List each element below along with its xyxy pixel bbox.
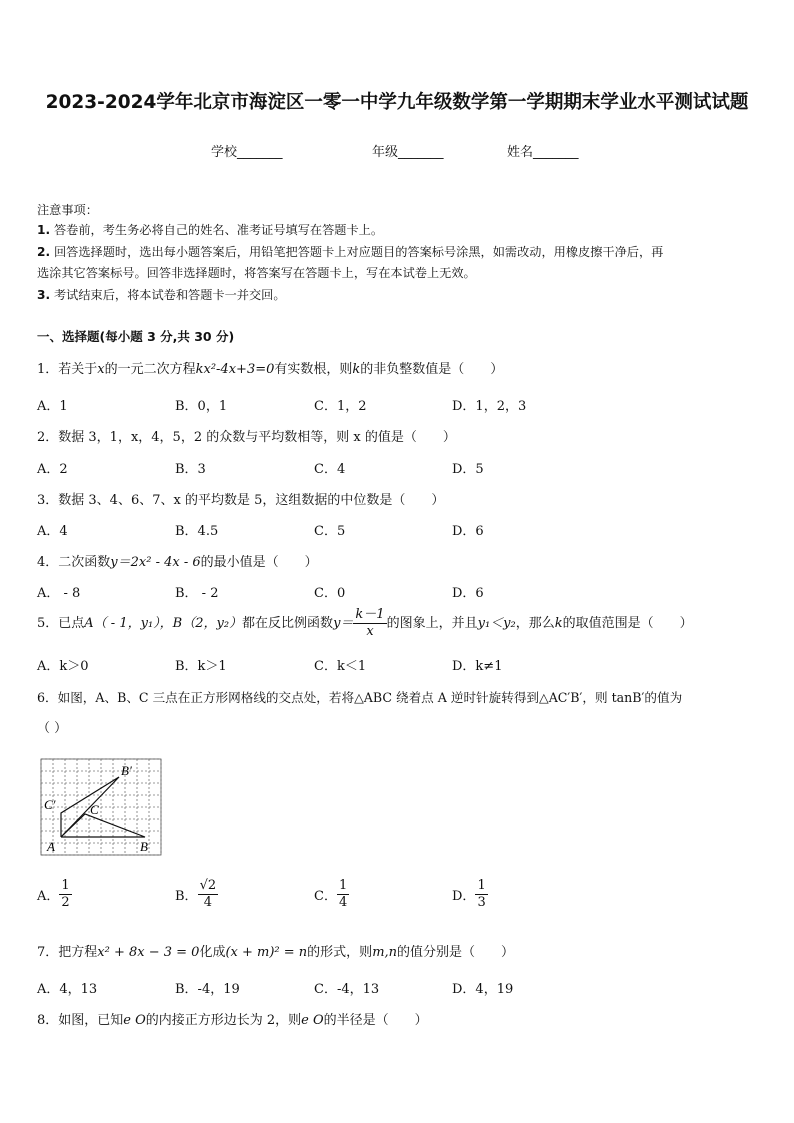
q7-option-d: D．4，19 <box>452 982 514 997</box>
q5-option-c: C．k＜1 <box>314 659 367 674</box>
question-1: 1．若关于x的一元二次方程kx²-4x+3=0有实数根，则k的非负整数值是（ ） <box>37 362 504 377</box>
q6-option-d: D． $\frac{1}{3}$ <box>452 878 486 910</box>
label-c-prime: C′ <box>44 797 56 812</box>
question-2: 2．数据 3，1，x，4，5，2 的众数与平均数相等，则 x 的值是（ ） <box>37 430 456 445</box>
q3-option-b: B．4.5 <box>175 524 219 539</box>
label-b: B <box>140 839 148 854</box>
q6-option-c: C． $\frac{1}{4}$ <box>314 878 348 910</box>
name-field[interactable]: 姓名_______ <box>507 145 579 160</box>
question-7: 7．把方程x² + 8x − 3 = 0化成(x + m)² = n的形式，则m,n的值分别是（ ） <box>37 945 515 960</box>
q7-option-c: C．-4，13 <box>314 982 380 997</box>
question-8: 8．如图，已知e O的内接正方形边长为 2，则e O的半径是（ ） <box>37 1013 428 1028</box>
q5-option-a: A．k＞0 <box>37 659 89 674</box>
q4-option-d: D．6 <box>452 586 484 601</box>
notice-item-2: 2. 回答选择题时，选出每小题答案后，用铅笔把答题卡上对应题目的答案标号涂黑，如需改动，用橡皮擦干净后，再 <box>37 245 664 259</box>
q4-option-b: B． - 2 <box>175 586 219 601</box>
q7-option-b: B．-4，19 <box>175 982 240 997</box>
q5-option-b: B．k＞1 <box>175 659 227 674</box>
q6-grid-figure <box>38 756 164 860</box>
q5-option-d: D．k≠1 <box>452 659 503 674</box>
label-a: A <box>47 839 55 854</box>
question-6: 6．如图，A、B、C 三点在正方形网格线的交点处，若将△ABC 绕着点 A 逆时针旋转得到△AC′B′，则 tanB′的值为 <box>37 690 683 705</box>
q4-option-c: C．0 <box>314 586 346 601</box>
q4-option-a: A． - 8 <box>37 586 81 601</box>
q7-option-a: A．4，13 <box>37 982 98 997</box>
notice-item-1: 1. 答卷前，考生务必将自己的姓名、准考证号填写在答题卡上。 <box>37 223 384 237</box>
question-5: 5．已点A（ - 1，y₁），B（2，y₂）都在反比例函数y＝ $\frac{k-1}{x}$ 的图象上，并且y₁＜y₂，那么k的取值范围是（ ） <box>37 607 693 639</box>
label-b-prime: B′ <box>121 763 132 778</box>
question-3: 3．数据 3、4、6、7、x 的平均数是 5，这组数据的中位数是（ ） <box>37 493 445 508</box>
q5-fraction: $\frac{k-1}{x}$ <box>355 607 385 639</box>
q1-option-b: B．0，1 <box>175 399 228 414</box>
q2-option-a: A．2 <box>37 462 68 477</box>
question-4: 4．二次函数y＝2x² - 4x - 6的最小值是（ ） <box>37 555 318 570</box>
q1-option-c: C．1，2 <box>314 399 367 414</box>
q2-option-c: C．4 <box>314 462 346 477</box>
notice-heading: 注意事项： <box>37 203 98 217</box>
q6-option-b: B． $\frac{√2}{4}$ <box>175 878 217 910</box>
q3-option-d: D．6 <box>452 524 484 539</box>
q6-option-a: A． $\frac{1}{2}$ <box>37 878 70 910</box>
label-c: C <box>90 802 99 817</box>
notice-item-3: 3. 考试结束后，将本试卷和答题卡一并交回。 <box>37 288 286 302</box>
question-6-cont: （ ） <box>37 721 68 736</box>
q1-option-d: D．1，2，3 <box>452 399 527 414</box>
exam-title: 2023-2024学年北京市海淀区一零一中学九年级数学第一学期期末学业水平测试试题 <box>45 92 749 113</box>
q2-option-d: D．5 <box>452 462 484 477</box>
school-field[interactable]: 学校_______ <box>211 145 283 160</box>
q2-option-b: B．3 <box>175 462 206 477</box>
grade-field[interactable]: 年级_______ <box>372 145 444 160</box>
notice-item-2-cont: 选涂其它答案标号。回答非选择题时，将答案写在答题卡上，写在本试卷上无效。 <box>37 266 476 280</box>
q3-option-c: C．5 <box>314 524 346 539</box>
q1-option-a: A．1 <box>37 399 68 414</box>
section-heading: 一、选择题(每小题 3 分,共 30 分) <box>37 329 235 344</box>
original-triangle <box>61 814 145 837</box>
q3-option-a: A．4 <box>37 524 68 539</box>
